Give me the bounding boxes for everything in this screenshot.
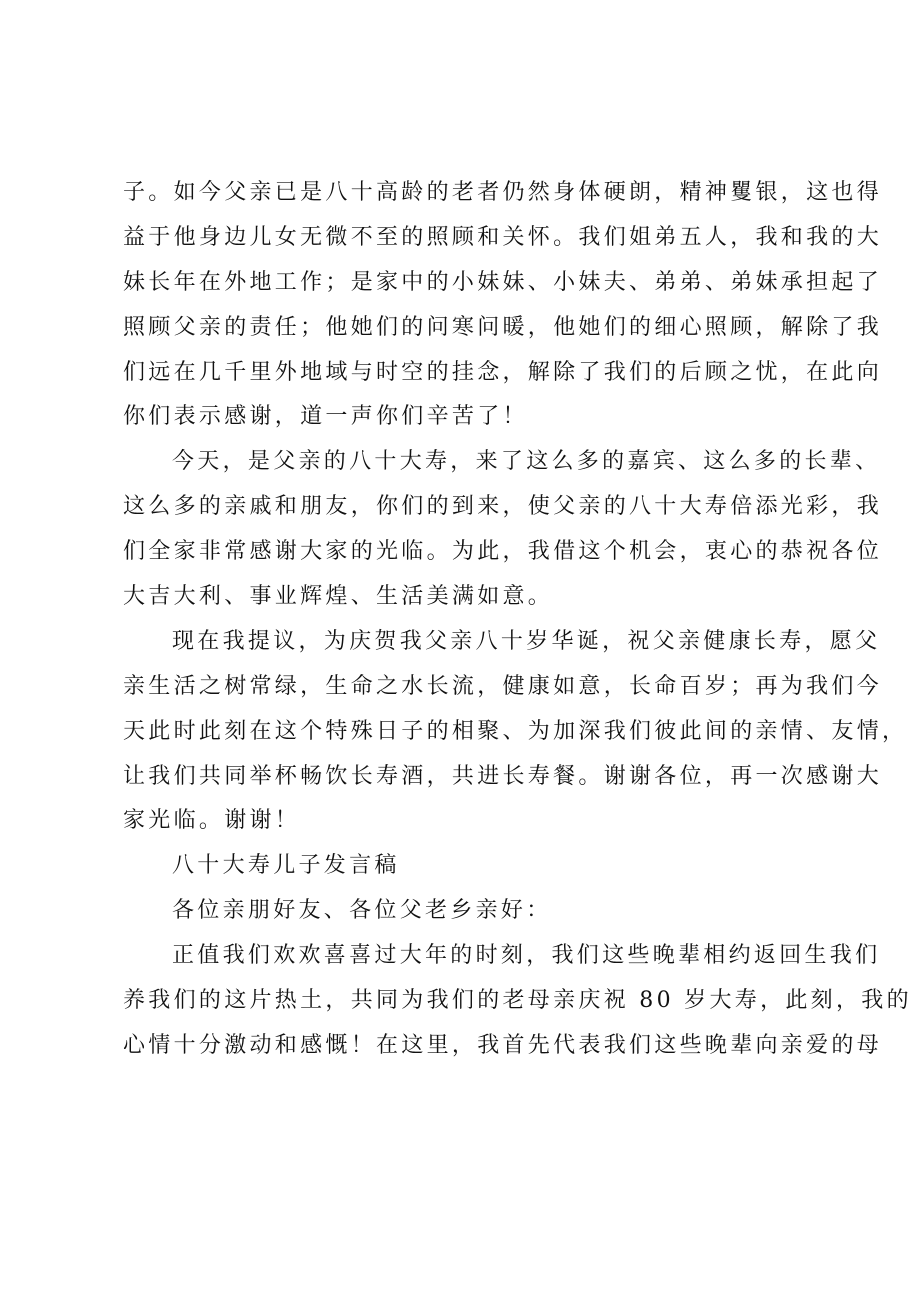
text-line: 们远在几千里外地域与时空的挂念，解除了我们的后顾之忧，在此向 xyxy=(123,359,883,385)
document-body xyxy=(123,171,912,1069)
text-line: 家光临。谢谢！ xyxy=(123,808,301,834)
section-heading: 八十大寿儿子发言稿 xyxy=(172,853,400,879)
text-line: 益于他身边儿女无微不至的照顾和关怀。我们姐弟五人，我和我的大 xyxy=(123,224,883,250)
text-line: 妹长年在外地工作；是家中的小妹妹、小妹夫、弟弟、弟妹承担起了 xyxy=(123,269,883,295)
text-line: 你们表示感谢，道一声你们辛苦了！ xyxy=(123,404,528,430)
text-line: 大吉大利、事业辉煌、生活美满如意。 xyxy=(123,584,554,610)
text-line: 今天，是父亲的八十大寿，来了这么多的嘉宾、这么多的长辈、 xyxy=(172,449,881,475)
text-line: 天此时此刻在这个特殊日子的相聚、为加深我们彼此间的亲情、友情， xyxy=(123,718,908,744)
text-line: 照顾父亲的责任；他她们的问寒问暖，他她们的细心照顾，解除了我 xyxy=(123,314,883,340)
text-line: 现在我提议，为庆贺我父亲八十岁华诞，祝父亲健康长寿，愿父 xyxy=(172,628,881,654)
text-line: 亲生活之树常绿，生命之水长流，健康如意，长命百岁；再为我们今 xyxy=(123,673,883,699)
text-line: 养我们的这片热土，共同为我们的老母亲庆祝 80 岁大寿，此刻，我的 xyxy=(123,988,912,1014)
text-line: 心情十分激动和感慨！在这里，我首先代表我们这些晚辈向亲爱的母 xyxy=(123,1032,883,1058)
text-line: 们全家非常感谢大家的光临。为此，我借这个机会，衷心的恭祝各位 xyxy=(123,539,883,565)
text-line: 正值我们欢欢喜喜过大年的时刻，我们这些晚辈相约返回生我们 xyxy=(172,943,881,969)
salutation-line: 各位亲朋好友、各位父老乡亲好： xyxy=(172,898,552,924)
text-line: 子。如今父亲已是八十高龄的老者仍然身体硬朗，精神矍银，这也得 xyxy=(123,180,883,205)
text-line: 让我们共同举杯畅饮长寿酒，共进长寿餐。谢谢各位，再一次感谢大 xyxy=(123,763,883,789)
text-line: 这么多的亲戚和朋友，你们的到来，使父亲的八十大寿倍添光彩，我 xyxy=(123,494,883,520)
